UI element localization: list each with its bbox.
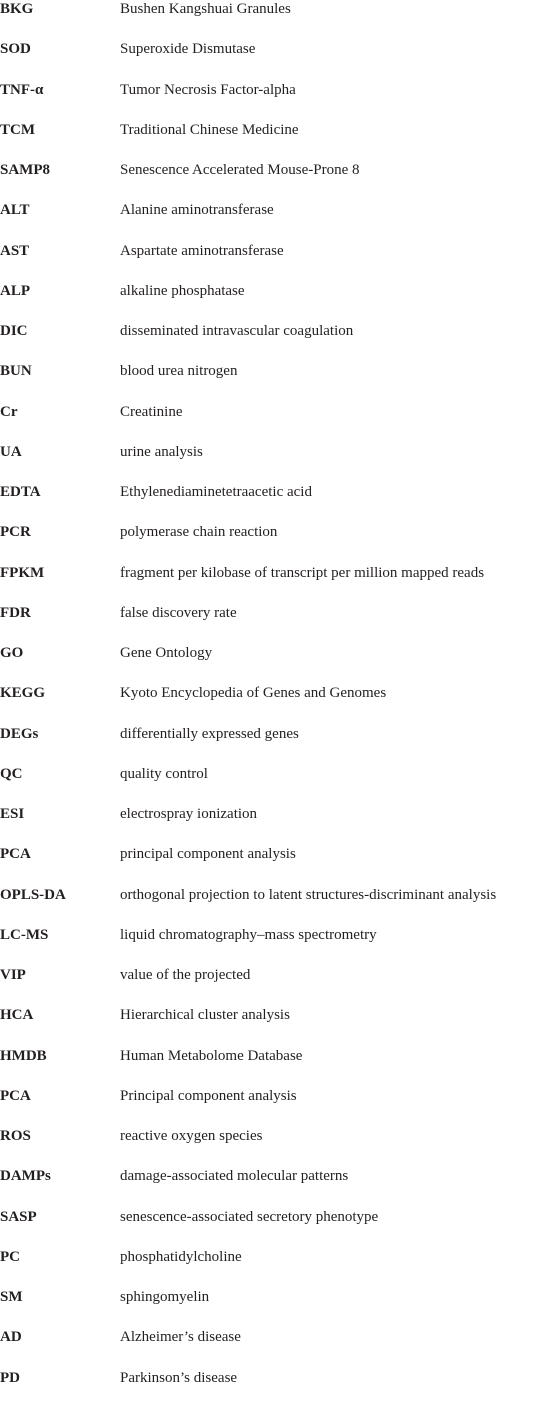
abbreviation-row (0, 1369, 558, 1409)
abbreviation-row (0, 1328, 558, 1368)
abbreviation-definition: Human Metabolome Database (120, 1047, 303, 1064)
abbreviation-definition: value of the projected (120, 967, 251, 983)
abbreviation-definition: Alzheimer’s disease (120, 1329, 241, 1346)
abbreviation-term: BKG (0, 1, 34, 17)
abbreviation-term: FPKM (0, 564, 45, 581)
abbreviation-definition: Parkinson’s disease (120, 1369, 238, 1386)
abbreviation-term: SOD (0, 41, 31, 58)
abbreviation-row (0, 886, 558, 926)
abbreviation-definition: orthogonal projection to latent structures-discriminant analysis (120, 886, 497, 903)
abbreviation-definition: senescence-associated secretory phenotype (120, 1208, 379, 1225)
abbreviation-term: ROS (0, 1128, 31, 1144)
abbreviation-row (0, 604, 558, 644)
abbreviation-row (0, 1208, 558, 1248)
abbreviation-row (0, 1288, 558, 1328)
abbreviation-term: TCM (0, 121, 35, 138)
abbreviation-definition: Aspartate aminotransferase (120, 242, 284, 259)
abbreviation-row (0, 483, 558, 523)
abbreviation-definition: Creatinine (120, 403, 183, 420)
abbreviation-definition: blood urea nitrogen (120, 363, 238, 380)
abbreviation-definition: Traditional Chinese Medicine (120, 121, 299, 138)
abbreviation-row (0, 403, 558, 443)
abbreviation-row (0, 684, 558, 724)
abbreviation-definition: Kyoto Encyclopedia of Genes and Genomes (120, 685, 387, 702)
abbreviation-term: SASP (0, 1208, 37, 1225)
abbreviation-term: BUN (0, 363, 32, 380)
abbreviation-row (0, 1167, 558, 1207)
abbreviation-definition: liquid chromatography–mass spectrometry (120, 926, 377, 943)
abbreviation-definition: quality control (120, 765, 208, 782)
abbreviation-term: SM (0, 1289, 23, 1305)
abbreviation-row (0, 845, 558, 885)
abbreviation-term: ESI (0, 806, 25, 822)
abbreviation-definition: Bushen Kangshuai Granules (120, 1, 291, 17)
abbreviation-term: PC (0, 1248, 20, 1265)
abbreviation-row (0, 443, 558, 483)
abbreviation-row (0, 1248, 558, 1288)
abbreviation-row (0, 242, 558, 282)
abbreviation-term: HMDB (0, 1047, 47, 1064)
abbreviation-row (0, 121, 558, 161)
abbreviation-definition: sphingomyelin (120, 1289, 210, 1305)
abbreviation-term: OPLS-DA (0, 886, 66, 903)
abbreviation-definition: principal component analysis (120, 846, 296, 863)
abbreviation-row (0, 765, 558, 805)
abbreviation-term: PCR (0, 524, 31, 541)
abbreviation-row (0, 282, 558, 322)
abbreviation-row (0, 1047, 558, 1087)
abbreviation-row (0, 1087, 558, 1127)
abbreviation-definition: Senescence Accelerated Mouse-Prone 8 (120, 162, 360, 178)
abbreviation-definition: Superoxide Dismutase (120, 41, 256, 58)
abbreviation-term: DIC (0, 323, 28, 339)
abbreviation-definition: fragment per kilobase of transcript per million mapped reads (120, 564, 485, 581)
abbreviation-row (0, 1006, 558, 1046)
abbreviation-term: PD (0, 1369, 20, 1386)
abbreviation-row (0, 564, 558, 604)
abbreviation-term: SAMP8 (0, 162, 50, 178)
abbreviation-row (0, 40, 558, 80)
abbreviation-term: TNF-α (0, 81, 44, 98)
abbreviation-definition: damage-associated molecular patterns (120, 1168, 349, 1185)
abbreviation-term: HCA (0, 1007, 34, 1024)
abbreviation-term: LC-MS (0, 926, 49, 943)
abbreviation-term: ALP (0, 282, 30, 299)
abbreviation-term: QC (0, 765, 23, 782)
abbreviation-term: GO (0, 645, 24, 661)
abbreviation-term: DAMPs (0, 1168, 51, 1185)
abbreviation-row (0, 805, 558, 845)
abbreviation-definition: Principal component analysis (120, 1087, 297, 1104)
abbreviation-term: FDR (0, 604, 31, 621)
abbreviation-definition: differentially expressed genes (120, 725, 299, 742)
abbreviation-row (0, 926, 558, 966)
abbreviation-definition: polymerase chain reaction (120, 524, 278, 541)
abbreviation-definition: reactive oxygen species (120, 1128, 263, 1144)
abbreviation-definition: alkaline phosphatase (120, 282, 245, 299)
abbreviation-definition: urine analysis (120, 443, 203, 460)
abbreviation-row (0, 966, 558, 1006)
abbreviation-row (0, 644, 558, 684)
abbreviation-term: ALT (0, 202, 30, 219)
abbreviation-row (0, 362, 558, 402)
abbreviation-definition: disseminated intravascular coagulation (120, 323, 354, 339)
abbreviation-definition: electrospray ionization (120, 806, 258, 822)
abbreviation-term: PCA (0, 1087, 31, 1104)
abbreviation-definition: Alanine aminotransferase (120, 202, 274, 219)
abbreviation-row (0, 0, 558, 40)
abbreviation-row (0, 322, 558, 362)
abbreviation-row (0, 161, 558, 201)
abbreviation-row (0, 523, 558, 563)
abbreviation-term: KEGG (0, 685, 46, 702)
abbreviation-term: PCA (0, 846, 31, 863)
abbreviation-term: AST (0, 242, 30, 259)
abbreviation-row (0, 201, 558, 241)
abbreviation-definition: Ethylenediaminetetraacetic acid (120, 484, 312, 500)
abbreviation-term: EDTA (0, 484, 41, 500)
abbreviation-row (0, 81, 558, 121)
abbreviation-row (0, 725, 558, 765)
abbreviation-term: UA (0, 443, 22, 460)
abbreviation-definition: Hierarchical cluster analysis (120, 1007, 290, 1024)
abbreviation-term: VIP (0, 967, 26, 983)
abbreviation-term: Cr (0, 403, 18, 420)
abbreviation-row (0, 1127, 558, 1167)
abbreviation-term: DEGs (0, 725, 39, 742)
abbreviation-term: AD (0, 1329, 22, 1346)
abbreviation-definition: Gene Ontology (120, 645, 213, 661)
abbreviation-definition: false discovery rate (120, 604, 237, 621)
abbreviation-definition: Tumor Necrosis Factor-alpha (120, 81, 296, 98)
abbreviation-definition: phosphatidylcholine (120, 1248, 242, 1265)
